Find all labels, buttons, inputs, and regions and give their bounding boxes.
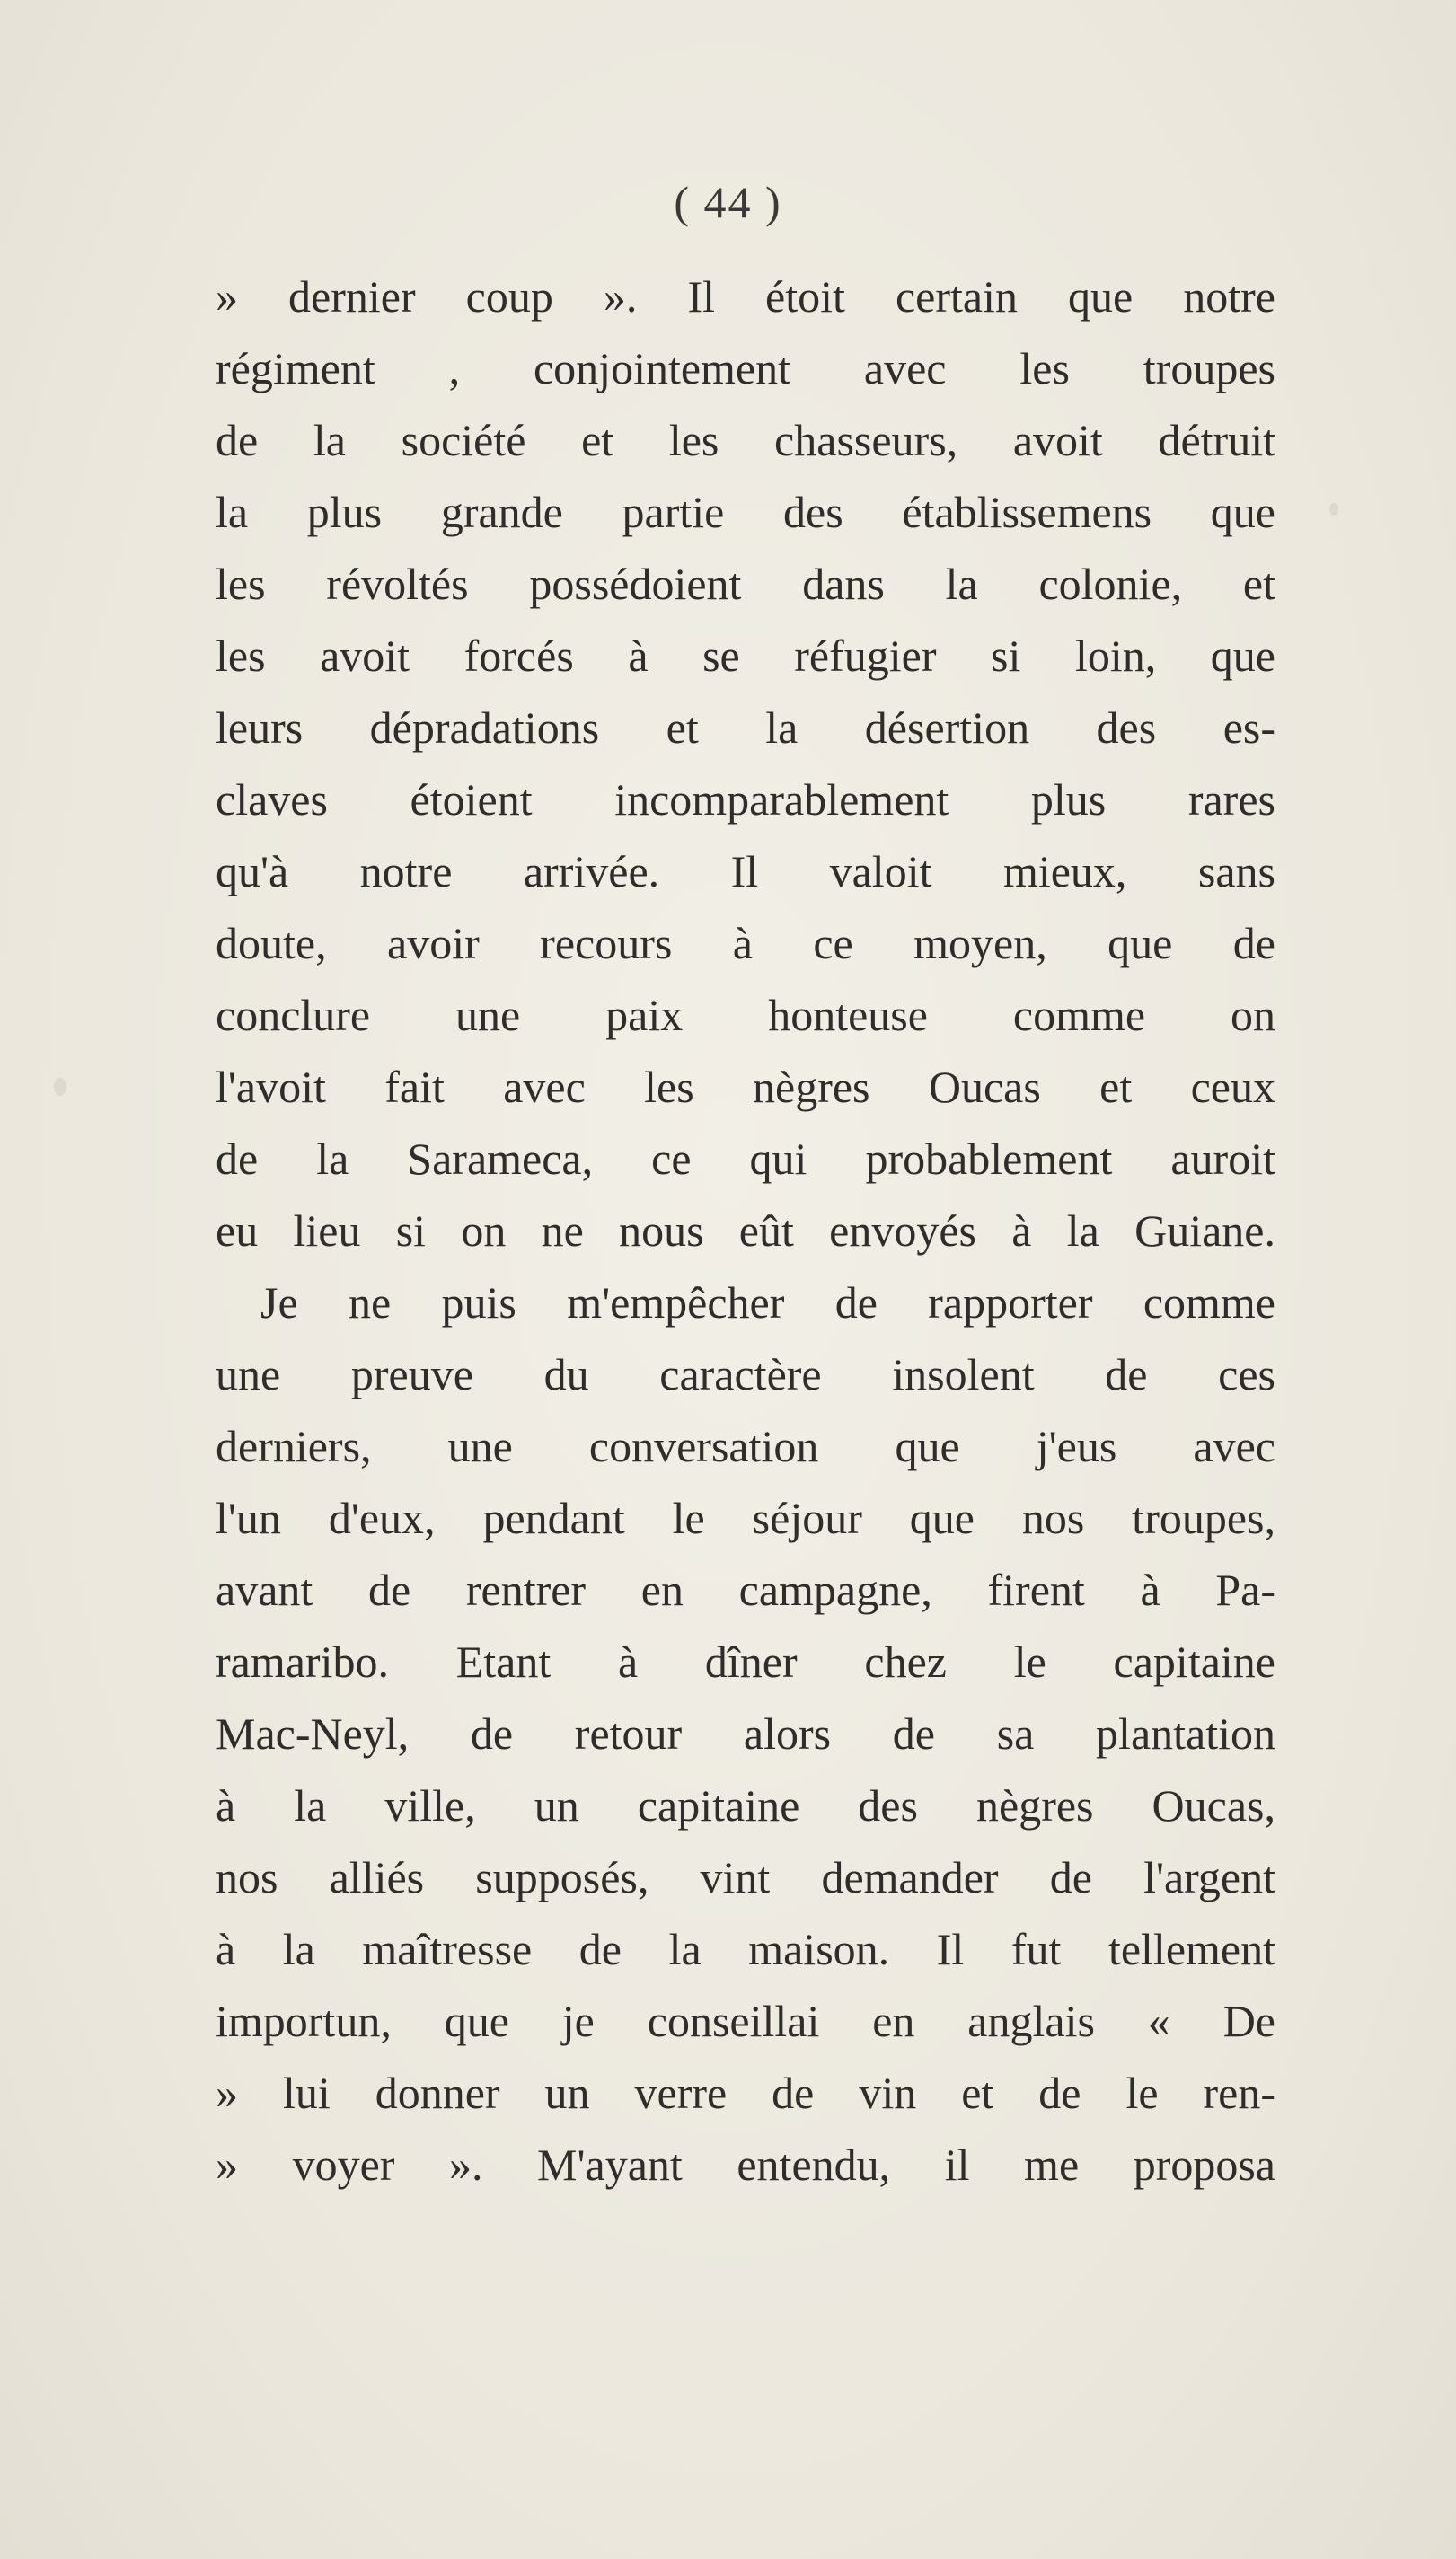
text-line: les révoltés possédoient dans la colonie, et — [216, 559, 1275, 609]
text-line: l'avoit fait avec les nègres Oucas et ceux — [216, 1062, 1275, 1112]
paper-stain — [54, 1078, 66, 1096]
text-line: doute, avoir recours à ce moyen, que de — [216, 918, 1275, 968]
text-line: ramaribo. Etant à dîner chez le capitaine — [216, 1637, 1275, 1687]
text-line: » voyer ». M'ayant entendu, il me proposa — [216, 2140, 1275, 2190]
text-line: Mac-Neyl, de retour alors de sa plantation — [216, 1708, 1275, 1759]
text-line: conclure une paix honteuse comme on — [216, 990, 1275, 1040]
text-line: qu'à notre arrivée. Il valoit mieux, sans — [216, 846, 1275, 896]
page-number: ( 44 ) — [674, 177, 782, 227]
text-line: eu lieu si on ne nous eût envoyés à la Guiane. — [216, 1205, 1275, 1256]
text-line: la plus grande partie des établissemens que — [216, 487, 1275, 537]
text-line: à la ville, un capitaine des nègres Oucas, — [216, 1780, 1275, 1831]
text-line: importun, que je conseillai en anglais « De — [216, 1996, 1275, 2046]
text-line: une preuve du caractère insolent de ces — [216, 1349, 1275, 1399]
text-line: derniers, une conversation que j'eus avec — [216, 1421, 1275, 1471]
body-text — [216, 260, 1275, 2201]
paper-stain — [1329, 503, 1338, 516]
text-line: de la société et les chasseurs, avoit détruit — [216, 415, 1275, 465]
text-line: » lui donner un verre de vin et de le ren- — [216, 2068, 1275, 2118]
text-line: les avoit forcés à se réfugier si loin, que — [216, 631, 1275, 681]
text-line: » dernier coup ». Il étoit certain que notre — [216, 271, 1275, 322]
text-line: à la maîtresse de la maison. Il fut tellement — [216, 1924, 1275, 1974]
text-line: claves étoient incomparablement plus rares — [216, 774, 1275, 825]
text-line: avant de rentrer en campagne, firent à Pa- — [216, 1565, 1275, 1615]
text-line: régiment , conjointement avec les troupes — [216, 343, 1275, 393]
text-line: de la Sarameca, ce qui probablement auroit — [216, 1134, 1275, 1184]
text-line: l'un d'eux, pendant le séjour que nos troupes, — [216, 1493, 1275, 1543]
text-line: Je ne puis m'empêcher de rapporter comme — [260, 1277, 1275, 1328]
text-line: nos alliés supposés, vint demander de l'argent — [216, 1852, 1275, 1902]
text-line: leurs dépradations et la désertion des es- — [216, 702, 1275, 753]
